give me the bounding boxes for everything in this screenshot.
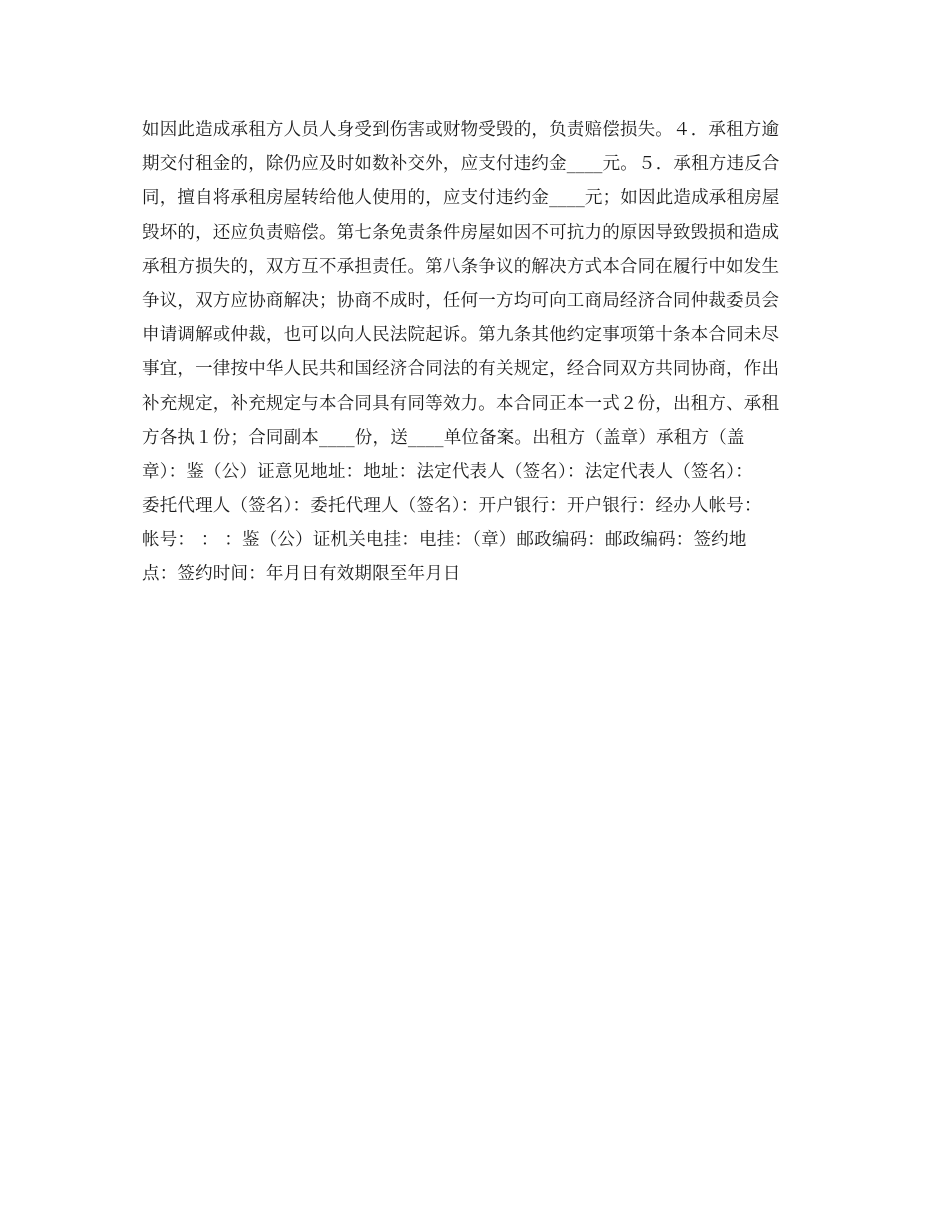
contract-body-text bbox=[142, 117, 822, 596]
text-line: 方各执１份；合同副本____份，送____单位备案。出租方（盖章）承租方（盖 bbox=[142, 427, 745, 448]
text-line: 承租方损失的，双方互不承担责任。第八条争议的解决方式本合同在履行中如发生 bbox=[142, 256, 780, 277]
text-line: 点：签约时间：年月日有效期限至年月日 bbox=[142, 564, 461, 585]
text-line: 争议，双方应协商解决；协商不成时，任何一方均可向工商局经济合同仲裁委员会 bbox=[142, 290, 780, 311]
text-line: 期交付租金的，除仍应及时如数补交外，应支付违约金____元。５．承租方违反合 bbox=[142, 154, 780, 175]
text-line: 申请调解或仲裁，也可以向人民法院起诉。第九条其他约定事项第十条本合同未尽 bbox=[142, 325, 780, 346]
text-line: 补充规定，补充规定与本合同具有同等效力。本合同正本一式２份，出租方、承租 bbox=[142, 393, 780, 414]
text-line: 委托代理人（签名）：委托代理人（签名）：开户银行：开户银行：经办人帐号： bbox=[142, 496, 762, 517]
text-line: 毁坏的，还应负责赔偿。第七条免责条件房屋如因不可抗力的原因导致毁损和造成 bbox=[142, 222, 780, 243]
text-line: 如因此造成承租方人员人身受到伤害或财物受毁的，负责赔偿损失。４．承租方逾 bbox=[142, 120, 780, 140]
text-line: 事宜，一律按中华人民共和国经济合同法的有关规定，经合同双方共同协商，作出 bbox=[142, 359, 780, 380]
text-line: 帐号： ： ：鉴（公）证机关电挂：电挂：（章）邮政编码：邮政编码：签约地 bbox=[142, 530, 747, 551]
text-line: 同，擅自将承租房屋转给他人使用的，应支付违约金____元；如因此造成承租房屋 bbox=[142, 188, 780, 209]
text-line: 章）：鉴（公）证意见地址：地址：法定代表人（签名）：法定代表人（签名）： bbox=[142, 461, 753, 482]
